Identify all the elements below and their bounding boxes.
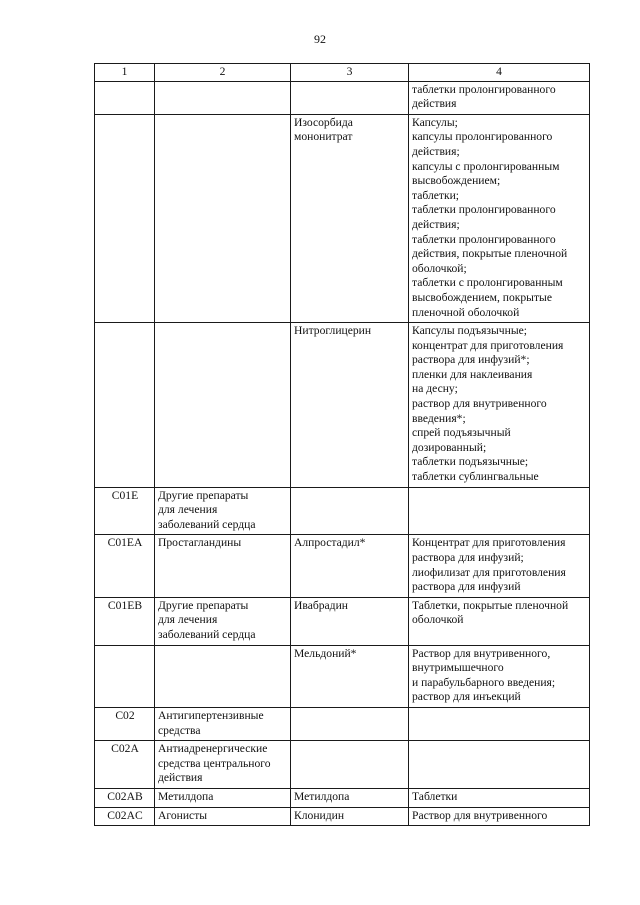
dosage-forms-cell <box>409 114 590 322</box>
cell-line: на десну; <box>412 382 458 396</box>
cell-line: Метилдопа <box>158 789 214 803</box>
dosage-forms-cell <box>409 788 590 807</box>
cell-line: Метилдопа <box>294 789 350 803</box>
cell-line: введения*; <box>412 411 466 425</box>
atc-code-cell: C01E <box>95 487 155 535</box>
cell-line: действия <box>412 97 457 111</box>
cell-line: Раствор для внутривенного <box>412 808 548 822</box>
cell-line: заболеваний сердца <box>158 627 256 641</box>
substance-cell <box>291 788 409 807</box>
cell-line: и парабульбарного введения; <box>412 675 556 689</box>
substance-cell <box>291 114 409 322</box>
cell-line: дозированный; <box>412 440 487 454</box>
cell-line: раствора для инфузий; <box>412 551 524 564</box>
table-row <box>95 487 590 535</box>
group-name-cell <box>155 114 291 322</box>
table-row <box>95 81 590 114</box>
dosage-forms-cell <box>409 535 590 597</box>
group-name-cell <box>155 323 291 488</box>
cell-line: действия <box>158 771 203 785</box>
atc-code-cell: C02AB <box>95 788 155 807</box>
atc-code-cell <box>95 81 155 114</box>
atc-code-cell <box>95 323 155 488</box>
dosage-forms-cell <box>409 323 590 488</box>
substance-cell <box>291 645 409 707</box>
cell-line: для лечения <box>158 613 218 627</box>
atc-code-cell <box>95 645 155 707</box>
group-name-cell <box>155 645 291 707</box>
group-name-cell <box>155 81 291 114</box>
substance-cell <box>291 323 409 488</box>
atc-code-cell: C02 <box>95 707 155 740</box>
dosage-forms-cell <box>409 81 590 114</box>
cell-line: таблетки подъязычные; <box>412 455 529 469</box>
substance-cell <box>291 535 409 597</box>
column-header: 4 <box>409 64 590 82</box>
substance-cell <box>291 597 409 645</box>
cell-line: концентрат для приготовления <box>412 338 564 352</box>
drug-table <box>94 63 590 826</box>
cell-line: действия; <box>412 217 460 231</box>
cell-line: раствор для инъекций <box>412 690 521 704</box>
cell-line: действия; <box>412 144 460 158</box>
group-name-cell <box>155 487 291 535</box>
atc-code-cell: C01EA <box>95 535 155 597</box>
cell-line: Простагландины <box>158 536 242 550</box>
atc-code-cell <box>95 114 155 322</box>
cell-line: спрей подъязычный <box>412 426 511 440</box>
dosage-forms-cell <box>409 707 590 740</box>
cell-line: Капсулы; <box>412 115 458 129</box>
group-name-cell <box>155 535 291 597</box>
atc-code-cell: C02A <box>95 741 155 789</box>
cell-line: высвобождением; <box>412 174 501 188</box>
cell-line: раствора для инфузий*; <box>412 353 530 367</box>
table-row <box>95 597 590 645</box>
cell-line: таблетки пролонгированного <box>412 232 556 246</box>
table-row <box>95 323 590 488</box>
dosage-forms-cell <box>409 807 590 826</box>
substance-cell <box>291 81 409 114</box>
column-header: 2 <box>155 64 291 82</box>
cell-line: высвобождением, покрытые <box>412 290 552 304</box>
cell-line: капсулы с пролонгированным <box>412 159 560 173</box>
substance-cell <box>291 807 409 826</box>
table-row <box>95 535 590 597</box>
cell-line: мононитрат <box>294 130 353 144</box>
cell-line: Другие препараты <box>158 598 249 612</box>
table-row <box>95 114 590 322</box>
substance-cell <box>291 741 409 789</box>
cell-line: лиофилизат для приготовления <box>412 565 566 579</box>
cell-line: заболеваний сердца <box>158 517 256 531</box>
cell-line: раствора для инфузий <box>412 580 521 594</box>
group-name-cell <box>155 741 291 789</box>
dosage-forms-cell <box>409 597 590 645</box>
cell-line: Ивабрадин <box>294 598 348 612</box>
cell-line: Концентрат для приготовления <box>412 536 566 550</box>
cell-line: Изосорбида <box>294 115 353 129</box>
group-name-cell <box>155 807 291 826</box>
cell-line: оболочкой <box>412 613 464 627</box>
table-body <box>95 81 590 826</box>
cell-line: таблетки пролонгированного <box>412 203 556 217</box>
cell-line: Агонисты <box>158 808 208 822</box>
cell-line: раствор для внутривенного <box>412 397 547 411</box>
table-row <box>95 788 590 807</box>
group-name-cell <box>155 597 291 645</box>
cell-line: средства <box>158 723 201 737</box>
dosage-forms-cell <box>409 645 590 707</box>
cell-line: капсулы пролонгированного <box>412 130 553 144</box>
cell-line: Мельдоний* <box>294 646 357 660</box>
cell-line: пленочной оболочкой <box>412 305 520 319</box>
cell-line: Клонидин <box>294 808 345 822</box>
cell-line: Антиадренергические <box>158 742 268 756</box>
cell-line: Нитроглицерин <box>294 324 372 338</box>
substance-cell <box>291 487 409 535</box>
cell-line: оболочкой; <box>412 261 467 275</box>
cell-line: действия, покрытые пленочной <box>412 247 568 261</box>
header-row <box>95 64 590 82</box>
page-number: 92 <box>314 32 326 46</box>
atc-code-cell: C01EB <box>95 597 155 645</box>
table-row <box>95 807 590 826</box>
cell-line: таблетки; <box>412 188 460 202</box>
cell-line: внутримышечного <box>412 661 504 675</box>
column-header: 3 <box>291 64 409 82</box>
cell-line: таблетки пролонгированного <box>412 82 556 96</box>
table-row <box>95 741 590 789</box>
cell-line: пленки для наклеивания <box>412 367 533 381</box>
cell-line: средства центрального <box>158 756 271 770</box>
dosage-forms-cell <box>409 741 590 789</box>
atc-code-cell: C02AC <box>95 807 155 826</box>
cell-line: Таблетки <box>412 789 458 803</box>
cell-line: Другие препараты <box>158 488 249 502</box>
group-name-cell <box>155 788 291 807</box>
cell-line: Капсулы подъязычные; <box>412 324 527 338</box>
table-row <box>95 707 590 740</box>
cell-line: Таблетки, покрытые пленочной <box>412 598 569 612</box>
cell-line: таблетки сублингвальные <box>412 470 539 484</box>
column-header: 1 <box>95 64 155 82</box>
cell-line: Алпростадил* <box>294 536 366 550</box>
table-row <box>95 645 590 707</box>
cell-line: Антигипертензивные <box>158 708 264 722</box>
cell-line: таблетки с пролонгированным <box>412 276 563 290</box>
dosage-forms-cell <box>409 487 590 535</box>
group-name-cell <box>155 707 291 740</box>
substance-cell <box>291 707 409 740</box>
cell-line: Раствор для внутривенного, <box>412 646 551 660</box>
cell-line: для лечения <box>158 503 218 517</box>
